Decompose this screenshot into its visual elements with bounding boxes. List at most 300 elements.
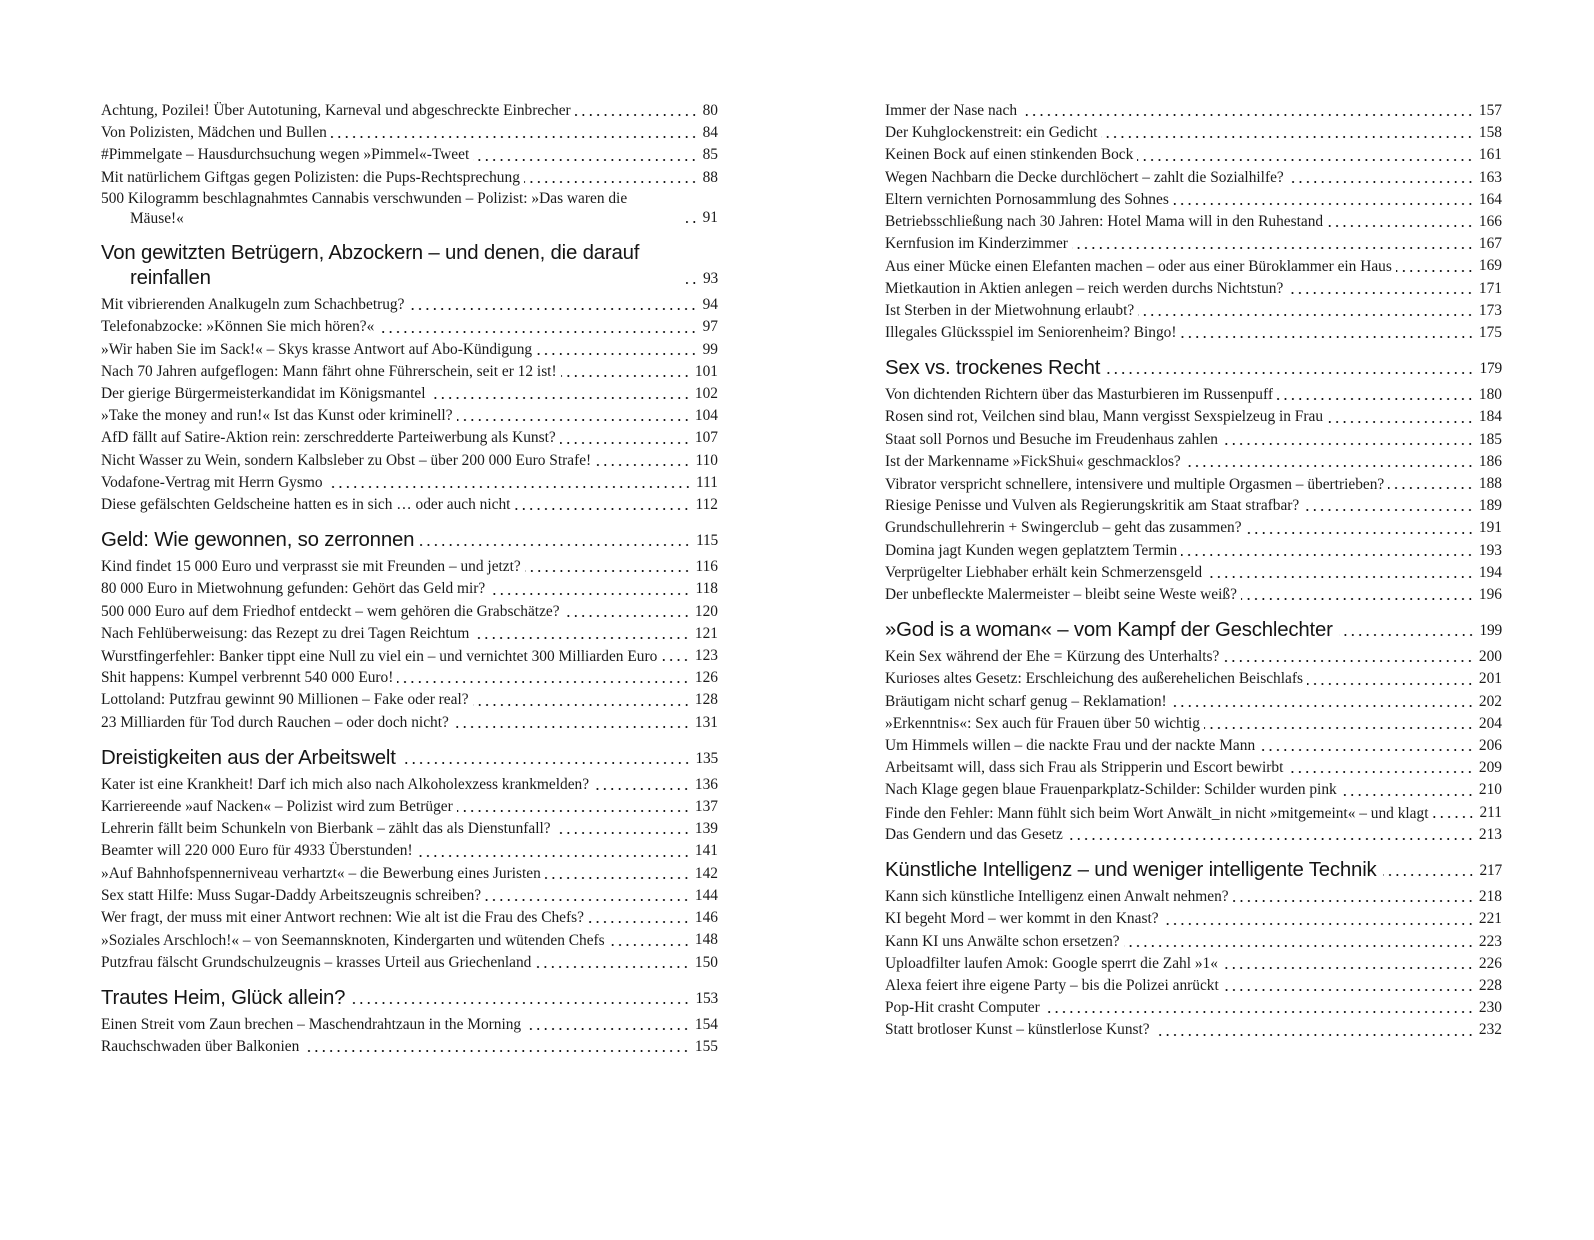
entry-title: Domina jagt Kunden wegen geplatztem Termin bbox=[885, 541, 1178, 559]
dot-leader bbox=[1138, 314, 1474, 316]
toc-entry[interactable] bbox=[885, 278, 1502, 300]
page-number: 230 bbox=[1478, 999, 1502, 1017]
dot-leader bbox=[535, 966, 690, 968]
page-number: 80 bbox=[702, 102, 718, 119]
dot-leader bbox=[686, 221, 698, 223]
entry-title: Mit natürlichem Giftgas gegen Polizisten: die Pups-Rechtsprechung bbox=[101, 168, 520, 186]
page-number: 88 bbox=[702, 168, 718, 186]
toc-entry[interactable] bbox=[885, 233, 1502, 255]
dot-leader bbox=[1277, 398, 1474, 400]
toc-entry[interactable] bbox=[885, 517, 1502, 539]
dot-leader bbox=[1303, 509, 1474, 511]
dot-leader bbox=[1341, 794, 1474, 796]
toc-entry[interactable] bbox=[101, 1036, 718, 1058]
entry-title: Ist Sterben in der Mietwohnung erlaubt? bbox=[885, 301, 1135, 319]
page-number: 211 bbox=[1479, 803, 1502, 821]
dot-leader bbox=[593, 788, 690, 790]
page-number: 175 bbox=[1478, 324, 1502, 342]
page-number: 163 bbox=[1478, 168, 1502, 186]
page-number: 154 bbox=[694, 1015, 718, 1033]
dot-leader bbox=[430, 397, 690, 399]
entry-title: Nach 70 Jahren aufgeflogen: Mann fährt ohne Führerschein, seit er 12 ist! bbox=[101, 362, 557, 380]
toc-entry[interactable] bbox=[885, 473, 1502, 495]
page-number: 228 bbox=[1478, 976, 1502, 994]
toc-entry[interactable] bbox=[885, 1019, 1502, 1041]
toc-entry[interactable] bbox=[101, 427, 718, 449]
page-number: 102 bbox=[694, 385, 718, 403]
toc-entry[interactable] bbox=[885, 429, 1502, 451]
dot-leader bbox=[555, 832, 690, 834]
entry-title: Wurstfingerfehler: Banker tippt eine Null zu viel ein – und vernichtet 300 Milliarden Euro bbox=[101, 648, 658, 666]
entry-title: KI begeht Mord – wer kommt in den Knast? bbox=[885, 910, 1159, 928]
page-number: 213 bbox=[1478, 825, 1502, 843]
toc-entry[interactable] bbox=[885, 997, 1502, 1019]
page-number: 167 bbox=[1478, 235, 1502, 253]
page-number: 123 bbox=[694, 647, 718, 665]
entry-title: Sex statt Hilfe: Muss Sugar-Daddy Arbeitszeugnis schreiben? bbox=[101, 886, 482, 904]
entry-title: Kann sich künstliche Intelligenz einen Anwalt nehmen? bbox=[885, 888, 1229, 906]
dot-leader bbox=[1288, 181, 1474, 183]
dot-leader bbox=[1124, 945, 1474, 947]
toc-entry[interactable] bbox=[101, 1014, 718, 1036]
chapter-heading[interactable] bbox=[101, 746, 718, 771]
chapter-title: Trautes Heim, Glück allein? bbox=[101, 986, 346, 1009]
chapter-heading[interactable] bbox=[885, 356, 1502, 381]
entry-title: Pop-Hit crasht Computer bbox=[885, 999, 1040, 1017]
dot-leader bbox=[1021, 114, 1474, 116]
toc-entry[interactable] bbox=[885, 757, 1502, 779]
chapter-title: Sex vs. trockenes Recht bbox=[885, 357, 1101, 380]
page-number: 218 bbox=[1478, 888, 1502, 906]
entry-title: Nicht Wasser zu Wein, sondern Kalbsleber zu Obst – über 200 000 Euro Strafe! bbox=[101, 451, 592, 469]
page-number: 144 bbox=[694, 886, 718, 904]
toc-entry[interactable] bbox=[885, 384, 1502, 406]
dot-leader bbox=[1072, 247, 1474, 249]
entry-title: Keinen Bock auf einen stinkenden Bock bbox=[885, 146, 1134, 164]
toc-entry[interactable] bbox=[885, 975, 1502, 997]
dot-leader bbox=[1287, 771, 1474, 773]
toc-entry[interactable] bbox=[101, 818, 718, 840]
toc-entry[interactable] bbox=[101, 863, 718, 885]
dot-leader bbox=[1181, 554, 1474, 556]
entry-title: Statt brotloser Kunst – künstlerlose Kunst? bbox=[885, 1021, 1150, 1039]
entry-title: Riesige Penisse und Vulven als Regierungskritik am Staat strafbar? bbox=[885, 497, 1300, 515]
page-number: 146 bbox=[694, 909, 718, 927]
entry-title: »Soziales Arschloch!« – von Seemannsknoten, Kindergarten und wütenden Chefs bbox=[101, 932, 605, 950]
dot-leader bbox=[397, 681, 690, 683]
page-number: 136 bbox=[694, 775, 718, 793]
entry-title: Mit vibrierenden Analkugeln zum Schachbetrug? bbox=[101, 296, 405, 314]
dot-leader bbox=[661, 659, 690, 661]
dot-leader bbox=[1206, 576, 1474, 578]
entry-title: Kein Sex während der Ehe = Kürzung des Unterhalts? bbox=[885, 648, 1220, 666]
page-number: 161 bbox=[1478, 146, 1502, 164]
toc-entry[interactable] bbox=[101, 667, 718, 689]
page-number: 93 bbox=[703, 270, 718, 288]
page-number: 194 bbox=[1478, 563, 1502, 581]
toc-entry[interactable] bbox=[885, 255, 1502, 277]
page-number: 206 bbox=[1478, 737, 1502, 755]
entry-title: Ist der Markenname »FickShui« geschmacklos? bbox=[885, 452, 1181, 470]
entry-title: Beamter will 220 000 Euro für 4933 Überstunden! bbox=[101, 842, 413, 860]
dot-leader bbox=[1339, 634, 1475, 636]
dot-leader bbox=[575, 114, 698, 116]
page-number: 116 bbox=[695, 558, 718, 576]
dot-leader bbox=[303, 1050, 690, 1052]
page-number: 201 bbox=[1478, 670, 1502, 688]
toc-entry[interactable] bbox=[101, 383, 718, 405]
page-number: 97 bbox=[702, 318, 718, 336]
dot-leader bbox=[1396, 270, 1474, 272]
toc-entry[interactable] bbox=[101, 689, 718, 711]
entry-title: Kernfusion im Kinderzimmer bbox=[885, 235, 1068, 253]
toc-left-page bbox=[101, 100, 718, 1058]
entry-title: Telefonabzocke: »Können Sie mich hören?« bbox=[101, 318, 375, 336]
dot-leader bbox=[609, 944, 690, 946]
chapter-title: Geld: Wie gewonnen, so zerronnen bbox=[101, 529, 415, 552]
toc-entry[interactable] bbox=[885, 824, 1502, 846]
dot-leader bbox=[1137, 159, 1474, 161]
dot-leader bbox=[1067, 838, 1474, 840]
dot-leader bbox=[1287, 292, 1474, 294]
page-number: 158 bbox=[1478, 124, 1502, 142]
dot-leader bbox=[564, 615, 690, 617]
dot-leader bbox=[473, 159, 697, 161]
entry-title: Der gierige Bürgermeisterkandidat im Königsmantel bbox=[101, 385, 426, 403]
dot-leader bbox=[1171, 705, 1474, 707]
entry-title: 23 Milliarden für Tod durch Rauchen – oder doch nicht? bbox=[101, 713, 449, 731]
dot-leader bbox=[1433, 816, 1475, 818]
dot-leader bbox=[1327, 421, 1474, 423]
dot-leader bbox=[560, 442, 690, 444]
dot-leader bbox=[457, 419, 690, 421]
toc-entry[interactable] bbox=[101, 189, 718, 229]
entry-title: Rosen sind rot, Veilchen sind blau, Mann vergisst Sexspielzeug in Frau bbox=[885, 408, 1324, 426]
entry-title: Uploadfilter laufen Amok: Google sperrt die Zahl »1« bbox=[885, 954, 1218, 972]
page-number: 150 bbox=[694, 953, 718, 971]
toc-entry[interactable] bbox=[101, 952, 718, 974]
entry-title: Kater ist eine Krankheit! Darf ich mich also nach Alkoholexzess krankmelden? bbox=[101, 775, 590, 793]
toc-entry[interactable] bbox=[101, 840, 718, 862]
entry-title: Karriereende »auf Nacken« – Polizist wird zum Betrüger bbox=[101, 798, 453, 816]
page-number: 104 bbox=[694, 407, 718, 425]
toc-entry[interactable] bbox=[885, 886, 1502, 908]
toc-entry[interactable] bbox=[101, 796, 718, 818]
toc-entry[interactable] bbox=[101, 361, 718, 383]
chapter-heading[interactable] bbox=[101, 986, 718, 1011]
page-number: 84 bbox=[702, 124, 718, 142]
entry-title: Achtung, Pozilei! Über Autotuning, Karneval und abgeschreckte Einbrecher bbox=[101, 102, 571, 119]
entry-title: 80 000 Euro in Mietwohnung gefunden: Gehört das Geld mir? bbox=[101, 580, 486, 598]
entry-title: »Auf Bahnhofspennerniveau verhartzt« – die Bewerbung eines Juristen bbox=[101, 864, 541, 882]
toc-entry[interactable] bbox=[885, 495, 1502, 517]
dot-leader bbox=[1154, 1034, 1474, 1036]
dot-leader bbox=[1044, 1011, 1474, 1013]
page-number: 148 bbox=[694, 931, 718, 949]
page-number: 193 bbox=[1478, 541, 1502, 559]
page-number: 173 bbox=[1478, 301, 1502, 319]
chapter-title: »God is a woman« – vom Kampf der Geschlechter bbox=[885, 619, 1333, 642]
dot-leader bbox=[1233, 900, 1474, 902]
page-number: 226 bbox=[1478, 954, 1502, 972]
toc-entry[interactable] bbox=[885, 668, 1502, 690]
entry-title: Nach Fehlüberweisung: das Rezept zu drei Tagen Reichtum bbox=[101, 624, 470, 642]
page-number: 137 bbox=[694, 798, 718, 816]
dot-leader bbox=[1223, 660, 1474, 662]
dot-leader bbox=[514, 508, 690, 510]
entry-title: Shit happens: Kumpel verbrennt 540 000 Euro! bbox=[101, 669, 394, 687]
page-number: 111 bbox=[696, 473, 718, 491]
entry-title: Illegales Glücksspiel im Seniorenheim? Bingo! bbox=[885, 324, 1177, 342]
page-number: 142 bbox=[694, 864, 718, 882]
entry-title: Mietkaution in Aktien anlegen – reich werden durchs Nichtstun? bbox=[885, 279, 1284, 297]
toc-entry[interactable] bbox=[885, 908, 1502, 930]
page-number: 155 bbox=[694, 1037, 718, 1055]
entry-title: Einen Streit vom Zaun brechen – Maschendrahtzaun in the Morning bbox=[101, 1015, 522, 1033]
dot-leader bbox=[524, 181, 698, 183]
entry-title: Grundschullehrerin + Swingerclub – geht das zusammen? bbox=[885, 519, 1242, 537]
dot-leader bbox=[525, 1028, 690, 1030]
dot-leader bbox=[536, 353, 697, 355]
page-number: 101 bbox=[694, 362, 718, 380]
entry-title: #Pimmelgate – Hausdurchsuchung wegen »Pimmel«-Tweet bbox=[101, 146, 470, 164]
entry-title: »Wir haben Sie im Sack!« – Skys krasse Antwort auf Abo-Kündigung bbox=[101, 340, 533, 358]
toc-entry[interactable] bbox=[885, 931, 1502, 953]
page-number: 118 bbox=[695, 580, 718, 598]
toc-entry[interactable] bbox=[101, 122, 718, 144]
toc-entry[interactable] bbox=[885, 584, 1502, 606]
dot-leader bbox=[473, 704, 690, 706]
dot-leader bbox=[1246, 532, 1474, 534]
toc-entry[interactable] bbox=[885, 167, 1502, 189]
toc-entry[interactable] bbox=[101, 494, 718, 516]
entry-title: Kind findet 15 000 Euro und verprasst sie mit Freunden – und jetzt? bbox=[101, 558, 521, 576]
toc-entry[interactable] bbox=[885, 322, 1502, 344]
entry-title: 500 Kilogramm beschlagnahmtes Cannabis verschwunden – Polizist: »Das waren die Mäuse!« bbox=[101, 189, 628, 228]
entry-title: Arbeitsamt will, dass sich Frau als Stripperin und Escort bewirbt bbox=[885, 759, 1284, 777]
toc-entry[interactable] bbox=[101, 167, 718, 189]
toc-entry[interactable] bbox=[885, 646, 1502, 668]
dot-leader bbox=[1222, 443, 1474, 445]
page-number: 202 bbox=[1478, 692, 1502, 710]
page-number: 184 bbox=[1478, 408, 1502, 426]
toc-right-page bbox=[885, 100, 1502, 1042]
page-number: 153 bbox=[695, 989, 718, 1007]
toc-entry[interactable] bbox=[885, 691, 1502, 713]
chapter-title: Von gewitzten Betrügern, Abzockern – und denen, die darauf reinfallen bbox=[101, 242, 640, 290]
dot-leader bbox=[588, 921, 690, 923]
entry-title: Um Himmels willen – die nackte Frau und der nackte Mann bbox=[885, 737, 1256, 755]
page-number: 232 bbox=[1478, 1021, 1502, 1039]
toc-entry[interactable] bbox=[101, 450, 718, 472]
dot-leader bbox=[561, 375, 690, 377]
entry-title: Vibrator verspricht schnellere, intensivere und multiple Orgasmen – übertrieben? bbox=[885, 476, 1385, 494]
entry-title: Vodafone-Vertrag mit Herrn Gysmo bbox=[101, 473, 323, 491]
dot-leader bbox=[378, 331, 697, 333]
page-number: 171 bbox=[1478, 279, 1502, 297]
entry-title: Finde den Fehler: Mann fühlt sich beim Wort Anwält_in nicht »mitgemeint« – und klagt bbox=[885, 804, 1429, 822]
page-number: 169 bbox=[1478, 257, 1502, 275]
entry-title: Diese gefälschten Geldscheine hatten es in sich … oder auch nicht bbox=[101, 496, 511, 514]
toc-entry[interactable] bbox=[885, 735, 1502, 757]
toc-entry[interactable] bbox=[885, 562, 1502, 584]
entry-title: Eltern vernichten Pornosammlung des Sohnes bbox=[885, 190, 1169, 208]
entry-title: Der unbefleckte Malermeister – bleibt seine Weste weiß? bbox=[885, 586, 1237, 604]
page-number: 191 bbox=[1478, 519, 1502, 537]
toc-entry[interactable] bbox=[885, 100, 1502, 122]
toc-entry[interactable] bbox=[101, 885, 718, 907]
entry-title: Von Polizisten, Mädchen und Bullen bbox=[101, 124, 327, 142]
page-number: 139 bbox=[694, 820, 718, 838]
dot-leader bbox=[473, 637, 690, 639]
dot-leader bbox=[1173, 203, 1474, 205]
page-number: 115 bbox=[696, 532, 718, 550]
page-number: 210 bbox=[1478, 781, 1502, 799]
entry-title: Aus einer Mücke einen Elefanten machen – oder aus einer Büroklammer ein Haus bbox=[885, 258, 1392, 276]
entry-title: Betriebsschließung nach 30 Jahren: Hotel Mama will in den Ruhestand bbox=[885, 213, 1324, 231]
dot-leader bbox=[1327, 225, 1474, 227]
page-number: 107 bbox=[694, 429, 718, 447]
dot-leader bbox=[327, 486, 692, 488]
dot-leader bbox=[331, 136, 698, 138]
toc-entry[interactable] bbox=[885, 802, 1502, 824]
dot-leader bbox=[1163, 923, 1474, 925]
page-number: 164 bbox=[1478, 190, 1502, 208]
page-number: 221 bbox=[1478, 910, 1502, 928]
dot-leader bbox=[595, 464, 690, 466]
dot-leader bbox=[525, 570, 691, 572]
toc-entry[interactable] bbox=[101, 144, 718, 166]
chapter-title: Künstliche Intelligenz – und weniger intelligente Technik bbox=[885, 859, 1377, 882]
entry-title: »Take the money and run!« Ist das Kunst oder kriminell? bbox=[101, 407, 453, 425]
page-number: 200 bbox=[1478, 648, 1502, 666]
dot-leader bbox=[457, 810, 690, 812]
toc-entry[interactable] bbox=[885, 406, 1502, 428]
chapter-heading[interactable] bbox=[885, 618, 1502, 643]
page-number: 196 bbox=[1478, 586, 1502, 604]
entry-title: Alexa feiert ihre eigene Party – bis die Polizei anrückt bbox=[885, 976, 1219, 994]
page-number: 126 bbox=[694, 669, 718, 687]
toc-entry[interactable] bbox=[885, 540, 1502, 562]
page-number: 204 bbox=[1478, 714, 1502, 732]
toc-entry[interactable] bbox=[101, 578, 718, 600]
entry-title: Lottoland: Putzfrau gewinnt 90 Millionen – Fake oder real? bbox=[101, 691, 469, 709]
page-number: 199 bbox=[1479, 622, 1502, 640]
entry-title: Bräutigam nicht scharf genug – Reklamation! bbox=[885, 692, 1167, 710]
entry-title: Der Kuhglockenstreit: ein Gedicht bbox=[885, 124, 1098, 142]
toc-entry[interactable] bbox=[885, 451, 1502, 473]
page-number: 189 bbox=[1478, 497, 1502, 515]
page-number: 141 bbox=[694, 842, 718, 860]
toc-entry[interactable] bbox=[101, 907, 718, 929]
page-number: 179 bbox=[1479, 360, 1502, 378]
chapter-heading[interactable] bbox=[101, 528, 718, 553]
entry-title: Lehrerin fällt beim Schunkeln von Bierbank – zählt das als Dienstunfall? bbox=[101, 820, 551, 838]
page-number: 112 bbox=[695, 496, 718, 514]
page-number: 99 bbox=[702, 340, 718, 358]
entry-title: Nach Klage gegen blaue Frauenparkplatz-Schilder: Schilder wurden pink bbox=[885, 781, 1337, 799]
toc-entry[interactable] bbox=[101, 601, 718, 623]
chapter-heading[interactable] bbox=[885, 858, 1502, 883]
entry-title: Wegen Nachbarn die Decke durchlöchert – zahlt die Sozialhilfe? bbox=[885, 168, 1284, 186]
entry-title: Rauchschwaden über Balkonien bbox=[101, 1037, 300, 1055]
page-number: 209 bbox=[1478, 759, 1502, 777]
toc-entry[interactable] bbox=[101, 100, 718, 122]
entry-title: Kann KI uns Anwälte schon ersetzen? bbox=[885, 932, 1120, 950]
dot-leader bbox=[1181, 336, 1474, 338]
toc-entry[interactable] bbox=[885, 953, 1502, 975]
toc-entry[interactable] bbox=[885, 189, 1502, 211]
entry-title: Von dichtenden Richtern über das Masturbieren im Russenpuff bbox=[885, 386, 1273, 404]
toc-entry[interactable] bbox=[101, 929, 718, 951]
page-number: 94 bbox=[702, 296, 718, 314]
dot-leader bbox=[1241, 598, 1474, 600]
toc-entry[interactable] bbox=[101, 623, 718, 645]
entry-title: Wer fragt, der muss mit einer Antwort rechnen: Wie alt ist die Frau des Chefs? bbox=[101, 909, 584, 927]
toc-entry[interactable] bbox=[101, 294, 718, 316]
dot-leader bbox=[485, 899, 690, 901]
entry-title: Kurioses altes Gesetz: Erschleichung des außerehelichen Beischlafs bbox=[885, 670, 1303, 688]
chapter-title: Dreistigkeiten aus der Arbeitswelt bbox=[101, 746, 396, 769]
dot-leader bbox=[686, 282, 698, 284]
entry-title: Das Gendern und das Gesetz bbox=[885, 825, 1063, 843]
toc-entry[interactable] bbox=[101, 405, 718, 427]
entry-title: 500 000 Euro auf dem Friedhof entdeckt – wem gehören die Grabschätze? bbox=[101, 602, 560, 620]
toc-entry[interactable] bbox=[101, 472, 718, 494]
dot-leader bbox=[1388, 487, 1474, 489]
dot-leader bbox=[1223, 989, 1474, 991]
toc-entry[interactable] bbox=[101, 556, 718, 578]
page-number: 185 bbox=[1478, 430, 1502, 448]
dot-leader bbox=[489, 593, 690, 595]
entry-title: Staat soll Pornos und Besuche im Freudenhaus zahlen bbox=[885, 430, 1218, 448]
dot-leader bbox=[1259, 749, 1474, 751]
toc-entry[interactable] bbox=[885, 300, 1502, 322]
entry-title: Verprügelter Liebhaber erhält kein Schmerzensgeld bbox=[885, 563, 1203, 581]
toc-entry[interactable] bbox=[885, 211, 1502, 233]
toc-entry[interactable] bbox=[101, 645, 718, 667]
page-number: 85 bbox=[702, 146, 718, 164]
page-number: 110 bbox=[695, 451, 718, 469]
dot-leader bbox=[1222, 967, 1474, 969]
page-number: 188 bbox=[1478, 475, 1502, 493]
page-number: 180 bbox=[1478, 386, 1502, 404]
page-number: 166 bbox=[1478, 213, 1502, 231]
entry-title: Immer der Nase nach bbox=[885, 102, 1018, 119]
page-number: 128 bbox=[694, 691, 718, 709]
toc-entry[interactable] bbox=[885, 122, 1502, 144]
page-number: 223 bbox=[1478, 932, 1502, 950]
entry-title: Putzfrau fälscht Grundschulzeugnis – krasses Urteil aus Griechenland bbox=[101, 953, 532, 971]
toc-entry[interactable] bbox=[885, 779, 1502, 801]
chapter-heading[interactable] bbox=[101, 241, 718, 291]
toc-entry[interactable] bbox=[885, 144, 1502, 166]
page-number: 91 bbox=[702, 209, 718, 227]
dot-leader bbox=[420, 544, 691, 546]
page-number: 121 bbox=[694, 624, 718, 642]
toc-entry[interactable] bbox=[101, 774, 718, 796]
dot-leader bbox=[1307, 683, 1474, 685]
toc-entry[interactable] bbox=[101, 712, 718, 734]
page-number: 131 bbox=[694, 713, 718, 731]
dot-leader bbox=[417, 855, 690, 857]
dot-leader bbox=[1383, 874, 1475, 876]
toc-entry[interactable] bbox=[885, 713, 1502, 735]
page-number: 120 bbox=[694, 602, 718, 620]
toc-entry[interactable] bbox=[101, 339, 718, 361]
toc-entry[interactable] bbox=[101, 316, 718, 338]
page-number: 186 bbox=[1478, 452, 1502, 470]
